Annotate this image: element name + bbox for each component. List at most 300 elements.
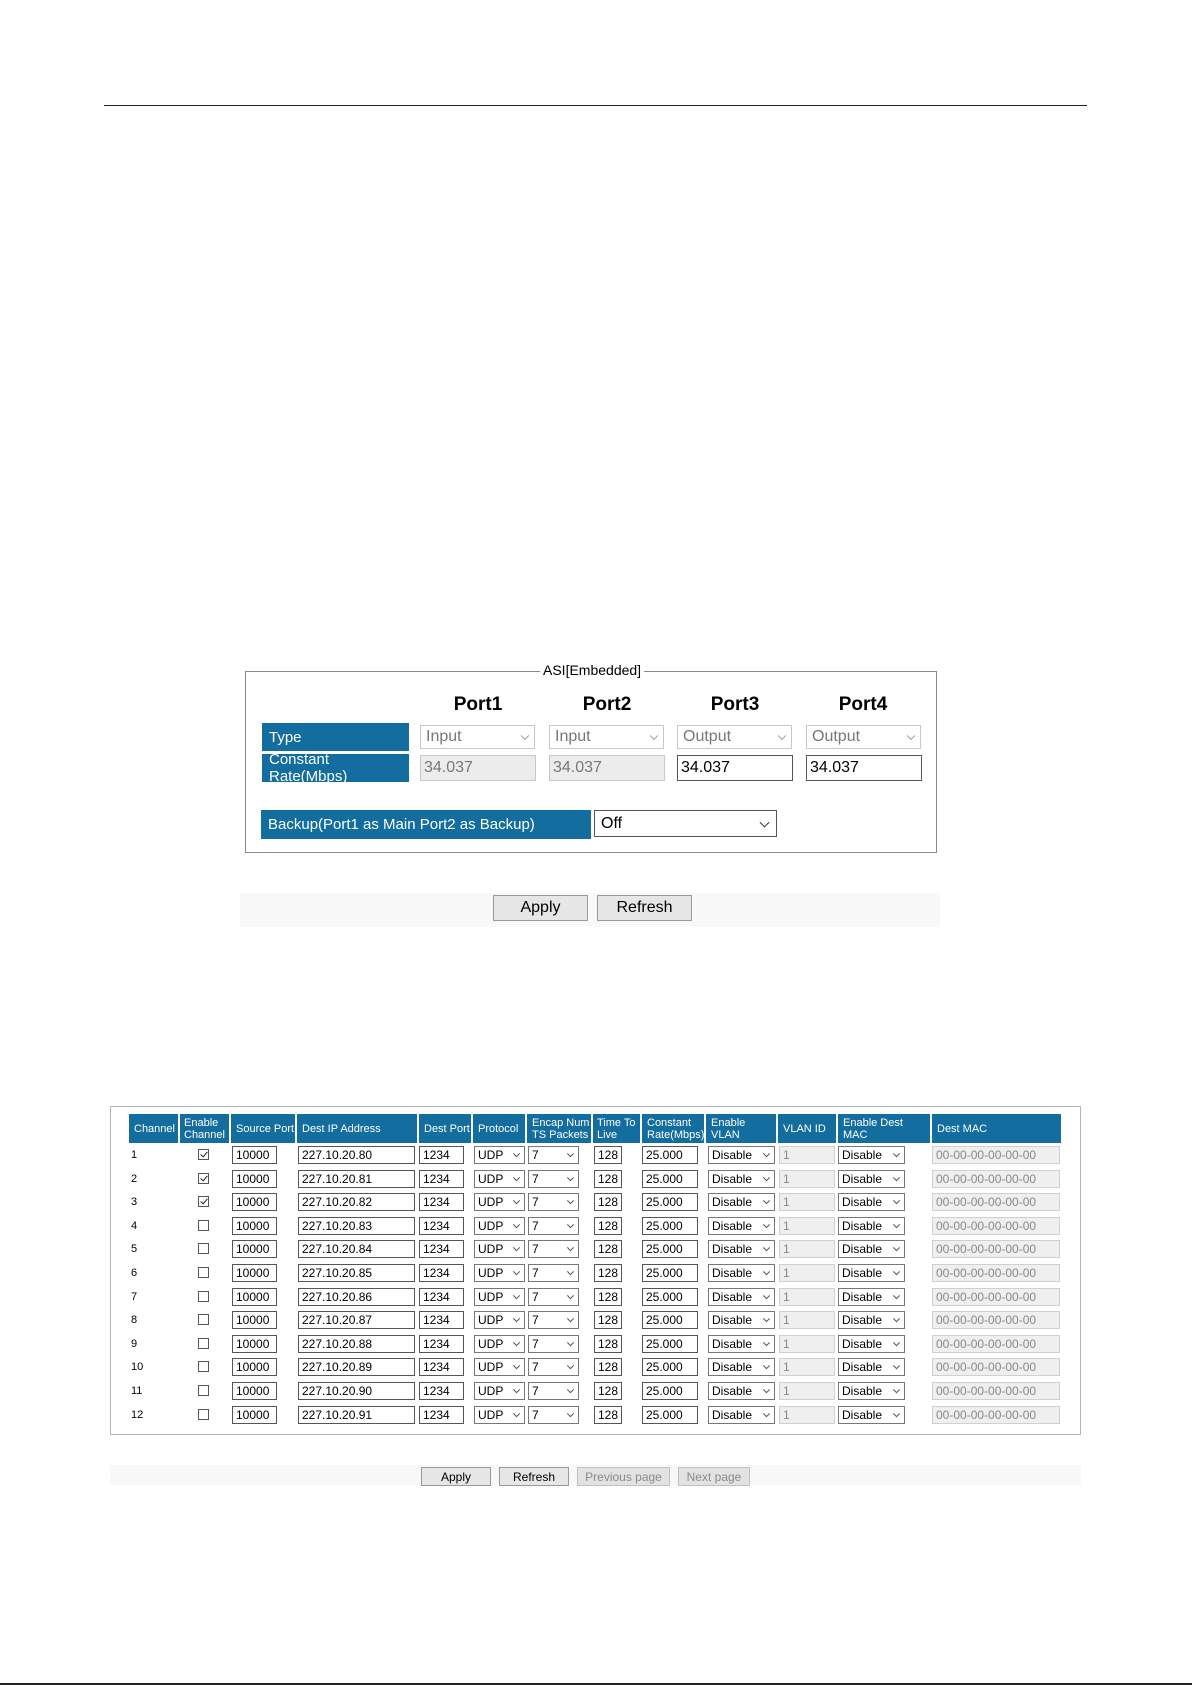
vlan-id-input: 1 [779, 1240, 835, 1258]
rate-input[interactable]: 25.000 [642, 1217, 698, 1235]
enable-vlan-select[interactable] [708, 1358, 775, 1376]
source-port-input[interactable]: 10000 [232, 1146, 277, 1164]
protocol-select-value: UDP [478, 1266, 504, 1280]
enable-dest-mac-select-value: Disable [842, 1266, 883, 1280]
protocol-select[interactable] [474, 1288, 525, 1306]
chevron-down-icon [567, 1292, 574, 1299]
port4-heading: Port4 [838, 694, 888, 715]
enable-vlan-select-value: Disable [712, 1290, 753, 1304]
source-port-input[interactable]: 10000 [232, 1382, 277, 1400]
backup-value: Off [601, 814, 623, 832]
constant-rate-label: Constant Rate(Mbps) [262, 754, 409, 782]
source-port-input[interactable]: 10000 [232, 1264, 277, 1282]
col-header-enable-dest-mac: Enable Dest MAC [838, 1114, 930, 1143]
source-port-input[interactable]: 10000 [232, 1170, 277, 1188]
port1-rate-field: 34.037 [420, 755, 536, 781]
enable-dest-mac-select-value: Disable [842, 1384, 883, 1398]
enable-channel-checkbox[interactable] [198, 1385, 209, 1396]
enable-channel-checkbox[interactable] [198, 1314, 209, 1325]
channel-number: 8 [131, 1314, 138, 1326]
source-port-input[interactable]: 10000 [232, 1358, 277, 1376]
enable-dest-mac-select-value: Disable [842, 1408, 883, 1422]
enable-dest-mac-select-value: Disable [842, 1337, 883, 1351]
enable-vlan-select[interactable] [708, 1335, 775, 1353]
dest-mac-input: 00-00-00-00-00-00 [932, 1240, 1060, 1258]
chevron-down-icon [567, 1221, 574, 1228]
enable-dest-mac-select[interactable] [838, 1240, 905, 1258]
chevron-down-icon [513, 1174, 520, 1181]
rate-input[interactable]: 25.000 [642, 1382, 698, 1400]
enable-vlan-select[interactable] [708, 1288, 775, 1306]
dest-port-input[interactable]: 1234 [419, 1406, 464, 1424]
rate-input[interactable]: 25.000 [642, 1170, 698, 1188]
channel-number: 5 [131, 1243, 138, 1255]
top-rule [104, 105, 1087, 106]
enable-dest-mac-select[interactable] [838, 1382, 905, 1400]
channel-number: 12 [131, 1409, 144, 1421]
backup-select[interactable] [594, 810, 777, 837]
channel-number: 3 [131, 1196, 138, 1208]
ttl-input[interactable]: 128 [594, 1288, 622, 1306]
asi-refresh-button[interactable]: Refresh [597, 895, 692, 921]
port4-type-select[interactable] [806, 725, 921, 749]
dest-mac-input: 00-00-00-00-00-00 [932, 1217, 1060, 1235]
dest-mac-input: 00-00-00-00-00-00 [932, 1406, 1060, 1424]
enable-vlan-select-value: Disable [712, 1148, 753, 1162]
chevron-down-icon [650, 732, 658, 740]
port1-type-value: Input [426, 728, 462, 745]
enable-channel-checkbox[interactable] [198, 1173, 209, 1184]
vlan-id-input: 1 [779, 1335, 835, 1353]
dest-mac-input: 00-00-00-00-00-00 [932, 1170, 1060, 1188]
enable-channel-checkbox[interactable] [198, 1220, 209, 1231]
asi-legend: ASI[Embedded] [540, 662, 644, 678]
protocol-select[interactable] [474, 1170, 525, 1188]
port3-type-value: Output [683, 728, 732, 745]
enable-channel-checkbox[interactable] [198, 1149, 209, 1160]
rate-input[interactable]: 25.000 [642, 1335, 698, 1353]
chevron-down-icon [513, 1410, 520, 1417]
enable-vlan-select-value: Disable [712, 1337, 753, 1351]
dest-port-input[interactable]: 1234 [419, 1146, 464, 1164]
apply-button[interactable]: Apply [421, 1467, 491, 1486]
vlan-id-input: 1 [779, 1406, 835, 1424]
port2-heading: Port2 [582, 694, 632, 715]
vlan-id-input: 1 [779, 1217, 835, 1235]
enable-dest-mac-select[interactable] [838, 1193, 905, 1211]
dest-port-input[interactable]: 1234 [419, 1358, 464, 1376]
dest-port-input[interactable]: 1234 [419, 1264, 464, 1282]
enable-vlan-select-value: Disable [712, 1313, 753, 1327]
dest-ip-input[interactable]: 227.10.20.87 [298, 1311, 415, 1329]
ttl-input[interactable]: 128 [594, 1382, 622, 1400]
chevron-down-icon [567, 1339, 574, 1346]
enable-dest-mac-select[interactable] [838, 1146, 905, 1164]
dest-port-input[interactable]: 1234 [419, 1311, 464, 1329]
encap-select-value: 7 [532, 1384, 539, 1398]
chevron-down-icon [893, 1339, 900, 1346]
previous-page-button[interactable]: Previous page [577, 1467, 670, 1486]
ttl-input[interactable]: 128 [594, 1264, 622, 1282]
protocol-select-value: UDP [478, 1148, 504, 1162]
encap-select-value: 7 [532, 1360, 539, 1374]
source-port-input[interactable]: 10000 [232, 1311, 277, 1329]
chevron-down-icon [513, 1221, 520, 1228]
enable-channel-checkbox[interactable] [198, 1267, 209, 1278]
enable-channel-checkbox[interactable] [198, 1291, 209, 1302]
chevron-down-icon [567, 1197, 574, 1204]
rate-input[interactable]: 25.000 [642, 1358, 698, 1376]
source-port-input[interactable]: 10000 [232, 1240, 277, 1258]
chevron-down-icon [513, 1315, 520, 1322]
col-header-rate: Constant Rate(Mbps) [642, 1114, 704, 1143]
enable-dest-mac-select[interactable] [838, 1406, 905, 1424]
port2-type-select[interactable] [549, 725, 664, 749]
col-header-channel: Channel [129, 1114, 178, 1143]
col-header-enable-channel: Enable Channel [180, 1114, 229, 1143]
enable-channel-checkbox[interactable] [198, 1409, 209, 1420]
enable-vlan-select[interactable] [708, 1311, 775, 1329]
col-header-source-port: Source Port [231, 1114, 295, 1143]
chevron-down-icon [567, 1362, 574, 1369]
protocol-select-value: UDP [478, 1195, 504, 1209]
col-header-dest-ip: Dest IP Address [297, 1114, 417, 1143]
col-header-enable-vlan: Enable VLAN [706, 1114, 776, 1143]
protocol-select-value: UDP [478, 1172, 504, 1186]
enable-dest-mac-select[interactable] [838, 1264, 905, 1282]
chevron-down-icon [778, 732, 786, 740]
encap-select[interactable] [528, 1382, 579, 1400]
vlan-id-input: 1 [779, 1264, 835, 1282]
enable-dest-mac-select[interactable] [838, 1170, 905, 1188]
chevron-down-icon [513, 1292, 520, 1299]
protocol-select-value: UDP [478, 1290, 504, 1304]
encap-select[interactable] [528, 1193, 579, 1211]
chevron-down-icon [513, 1339, 520, 1346]
col-header-dest-port: Dest Port [419, 1114, 471, 1143]
chevron-down-icon [763, 1268, 770, 1275]
protocol-select[interactable] [474, 1335, 525, 1353]
dest-port-input[interactable]: 1234 [419, 1288, 464, 1306]
chevron-down-icon [893, 1362, 900, 1369]
chevron-down-icon [567, 1174, 574, 1181]
port1-heading: Port1 [453, 694, 503, 715]
protocol-select-value: UDP [478, 1408, 504, 1422]
protocol-select[interactable] [474, 1193, 525, 1211]
enable-vlan-select[interactable] [708, 1382, 775, 1400]
enable-vlan-select-value: Disable [712, 1360, 753, 1374]
chevron-down-icon [763, 1339, 770, 1346]
port2-type-value: Input [555, 728, 591, 745]
rate-input[interactable]: 25.000 [642, 1311, 698, 1329]
enable-dest-mac-select-value: Disable [842, 1313, 883, 1327]
asi-apply-button[interactable]: Apply [493, 895, 588, 921]
enable-vlan-select[interactable] [708, 1264, 775, 1282]
enable-dest-mac-select-value: Disable [842, 1195, 883, 1209]
vlan-id-input: 1 [779, 1146, 835, 1164]
protocol-select[interactable] [474, 1406, 525, 1424]
vlan-id-input: 1 [779, 1358, 835, 1376]
vlan-id-input: 1 [779, 1311, 835, 1329]
enable-vlan-select[interactable] [708, 1240, 775, 1258]
dest-mac-input: 00-00-00-00-00-00 [932, 1358, 1060, 1376]
enable-vlan-select[interactable] [708, 1170, 775, 1188]
channel-number: 1 [131, 1149, 138, 1161]
channel-number: 10 [131, 1361, 144, 1373]
encap-select[interactable] [528, 1146, 579, 1164]
chevron-down-icon [763, 1221, 770, 1228]
refresh-button[interactable]: Refresh [499, 1467, 569, 1486]
enable-dest-mac-select[interactable] [838, 1335, 905, 1353]
enable-dest-mac-select[interactable] [838, 1288, 905, 1306]
chevron-down-icon [893, 1174, 900, 1181]
chevron-down-icon [521, 732, 529, 740]
protocol-select[interactable] [474, 1382, 525, 1400]
channel-number: 7 [131, 1291, 138, 1303]
channel-number: 2 [131, 1173, 138, 1185]
chevron-down-icon [763, 1292, 770, 1299]
col-header-dest-mac: Dest MAC [932, 1114, 1061, 1143]
enable-vlan-select[interactable] [708, 1217, 775, 1235]
encap-select[interactable] [528, 1406, 579, 1424]
encap-select[interactable] [528, 1288, 579, 1306]
chevron-down-icon [763, 1174, 770, 1181]
chevron-down-icon [893, 1386, 900, 1393]
encap-select[interactable] [528, 1170, 579, 1188]
dest-mac-input: 00-00-00-00-00-00 [932, 1311, 1060, 1329]
enable-dest-mac-select-value: Disable [842, 1219, 883, 1233]
dest-ip-input[interactable]: 227.10.20.91 [298, 1406, 415, 1424]
chevron-down-icon [567, 1268, 574, 1275]
chevron-down-icon [893, 1221, 900, 1228]
dest-ip-input[interactable]: 227.10.20.80 [298, 1146, 415, 1164]
encap-select[interactable] [528, 1358, 579, 1376]
chevron-down-icon [567, 1150, 574, 1157]
protocol-select-value: UDP [478, 1219, 504, 1233]
encap-select[interactable] [528, 1264, 579, 1282]
chevron-down-icon [893, 1292, 900, 1299]
backup-label: Backup(Port1 as Main Port2 as Backup) [261, 810, 591, 839]
port1-type-select[interactable] [420, 725, 535, 749]
ttl-input[interactable]: 128 [594, 1217, 622, 1235]
col-header-encap: Encap Num TS Packets [527, 1114, 591, 1143]
encap-select-value: 7 [532, 1408, 539, 1422]
dest-ip-input[interactable]: 227.10.20.86 [298, 1288, 415, 1306]
asi-button-bar [240, 893, 940, 927]
encap-select[interactable] [528, 1240, 579, 1258]
encap-select-value: 7 [532, 1172, 539, 1186]
chevron-down-icon [893, 1410, 900, 1417]
protocol-select[interactable] [474, 1146, 525, 1164]
chevron-down-icon [513, 1150, 520, 1157]
ttl-input[interactable]: 128 [594, 1170, 622, 1188]
chevron-down-icon [567, 1386, 574, 1393]
col-header-ttl: Time To Live [593, 1114, 640, 1143]
chevron-down-icon [760, 817, 770, 827]
enable-dest-mac-select-value: Disable [842, 1242, 883, 1256]
enable-vlan-select[interactable] [708, 1406, 775, 1424]
chevron-down-icon [513, 1268, 520, 1275]
dest-ip-input[interactable]: 227.10.20.90 [298, 1382, 415, 1400]
chevron-down-icon [513, 1197, 520, 1204]
vlan-id-input: 1 [779, 1382, 835, 1400]
enable-vlan-select-value: Disable [712, 1384, 753, 1398]
dest-ip-input[interactable]: 227.10.20.81 [298, 1170, 415, 1188]
chevron-down-icon [893, 1268, 900, 1275]
chevron-down-icon [513, 1386, 520, 1393]
chevron-down-icon [763, 1362, 770, 1369]
ttl-input[interactable]: 128 [594, 1406, 622, 1424]
col-header-vlan-id: VLAN ID [778, 1114, 836, 1143]
source-port-input[interactable]: 10000 [232, 1406, 277, 1424]
rate-input[interactable]: 25.000 [642, 1193, 698, 1211]
encap-select[interactable] [528, 1217, 579, 1235]
protocol-select-value: UDP [478, 1384, 504, 1398]
encap-select-value: 7 [532, 1148, 539, 1162]
chevron-down-icon [567, 1244, 574, 1251]
enable-vlan-select[interactable] [708, 1146, 775, 1164]
chevron-down-icon [513, 1362, 520, 1369]
port4-type-value: Output [812, 728, 861, 745]
dest-port-input[interactable]: 1234 [419, 1382, 464, 1400]
enable-channel-checkbox[interactable] [198, 1243, 209, 1254]
rate-input[interactable]: 25.000 [642, 1240, 698, 1258]
ttl-input[interactable]: 128 [594, 1146, 622, 1164]
chevron-down-icon [893, 1150, 900, 1157]
dest-mac-input: 00-00-00-00-00-00 [932, 1382, 1060, 1400]
vlan-id-input: 1 [779, 1170, 835, 1188]
chevron-down-icon [763, 1386, 770, 1393]
port2-rate-field: 34.037 [549, 755, 665, 781]
enable-vlan-select-value: Disable [712, 1195, 753, 1209]
dest-mac-input: 00-00-00-00-00-00 [932, 1146, 1060, 1164]
encap-select-value: 7 [532, 1313, 539, 1327]
channel-number: 11 [131, 1385, 143, 1397]
chevron-down-icon [907, 732, 915, 740]
enable-dest-mac-select[interactable] [838, 1217, 905, 1235]
protocol-select[interactable] [474, 1240, 525, 1258]
protocol-select[interactable] [474, 1311, 525, 1329]
encap-select-value: 7 [532, 1337, 539, 1351]
ttl-input[interactable]: 128 [594, 1240, 622, 1258]
rate-input[interactable]: 25.000 [642, 1406, 698, 1424]
protocol-select[interactable] [474, 1264, 525, 1282]
chevron-down-icon [513, 1244, 520, 1251]
enable-vlan-select-value: Disable [712, 1266, 753, 1280]
dest-mac-input: 00-00-00-00-00-00 [932, 1288, 1060, 1306]
chevron-down-icon [893, 1244, 900, 1251]
enable-vlan-select-value: Disable [712, 1408, 753, 1422]
encap-select-value: 7 [532, 1266, 539, 1280]
ttl-input[interactable]: 128 [594, 1358, 622, 1376]
enable-channel-checkbox[interactable] [198, 1338, 209, 1349]
enable-dest-mac-select-value: Disable [842, 1290, 883, 1304]
dest-ip-input[interactable]: 227.10.20.88 [298, 1335, 415, 1353]
chevron-down-icon [893, 1197, 900, 1204]
rate-input[interactable]: 25.000 [642, 1146, 698, 1164]
protocol-select-value: UDP [478, 1337, 504, 1351]
chevron-down-icon [763, 1244, 770, 1251]
ttl-input[interactable]: 128 [594, 1335, 622, 1353]
port3-rate-field[interactable]: 34.037 [677, 755, 793, 781]
enable-vlan-select[interactable] [708, 1193, 775, 1211]
port4-rate-field[interactable]: 34.037 [806, 755, 922, 781]
enable-channel-checkbox[interactable] [198, 1361, 209, 1372]
dest-port-input[interactable]: 1234 [419, 1170, 464, 1188]
chevron-down-icon [763, 1197, 770, 1204]
enable-dest-mac-select-value: Disable [842, 1148, 883, 1162]
rate-input[interactable]: 25.000 [642, 1264, 698, 1282]
col-header-protocol: Protocol [473, 1114, 525, 1143]
ttl-input[interactable]: 128 [594, 1193, 622, 1211]
dest-port-input[interactable]: 1234 [419, 1335, 464, 1353]
dest-ip-input[interactable]: 227.10.20.83 [298, 1217, 415, 1235]
dest-port-input[interactable]: 1234 [419, 1240, 464, 1258]
source-port-input[interactable]: 10000 [232, 1193, 277, 1211]
dest-port-input[interactable]: 1234 [419, 1193, 464, 1211]
port3-type-select[interactable] [677, 725, 792, 749]
chevron-down-icon [763, 1315, 770, 1322]
chevron-down-icon [567, 1315, 574, 1322]
type-label: Type [262, 723, 409, 751]
rate-input[interactable]: 25.000 [642, 1288, 698, 1306]
chevron-down-icon [763, 1150, 770, 1157]
dest-ip-input[interactable]: 227.10.20.84 [298, 1240, 415, 1258]
channel-number: 9 [131, 1338, 138, 1350]
channel-number: 6 [131, 1267, 138, 1279]
chevron-down-icon [893, 1315, 900, 1322]
encap-select[interactable] [528, 1311, 579, 1329]
dest-mac-input: 00-00-00-00-00-00 [932, 1193, 1060, 1211]
dest-ip-input[interactable]: 227.10.20.89 [298, 1358, 415, 1376]
dest-ip-input[interactable]: 227.10.20.85 [298, 1264, 415, 1282]
protocol-select-value: UDP [478, 1360, 504, 1374]
vlan-id-input: 1 [779, 1193, 835, 1211]
encap-select[interactable] [528, 1335, 579, 1353]
dest-port-input[interactable]: 1234 [419, 1217, 464, 1235]
source-port-input[interactable]: 10000 [232, 1288, 277, 1306]
source-port-input[interactable]: 10000 [232, 1335, 277, 1353]
chevron-down-icon [763, 1410, 770, 1417]
ttl-input[interactable]: 128 [594, 1311, 622, 1329]
channel-number: 4 [131, 1220, 138, 1232]
enable-vlan-select-value: Disable [712, 1242, 753, 1256]
encap-select-value: 7 [532, 1242, 539, 1256]
encap-select-value: 7 [532, 1219, 539, 1233]
protocol-select-value: UDP [478, 1242, 504, 1256]
protocol-select[interactable] [474, 1217, 525, 1235]
vlan-id-input: 1 [779, 1288, 835, 1306]
enable-dest-mac-select-value: Disable [842, 1360, 883, 1374]
enable-dest-mac-select[interactable] [838, 1311, 905, 1329]
enable-vlan-select-value: Disable [712, 1172, 753, 1186]
enable-dest-mac-select-value: Disable [842, 1172, 883, 1186]
protocol-select-value: UDP [478, 1313, 504, 1327]
dest-mac-input: 00-00-00-00-00-00 [932, 1335, 1060, 1353]
chevron-down-icon [567, 1410, 574, 1417]
enable-channel-checkbox[interactable] [198, 1196, 209, 1207]
dest-mac-input: 00-00-00-00-00-00 [932, 1264, 1060, 1282]
source-port-input[interactable]: 10000 [232, 1217, 277, 1235]
next-page-button[interactable]: Next page [678, 1467, 750, 1486]
enable-vlan-select-value: Disable [712, 1219, 753, 1233]
dest-ip-input[interactable]: 227.10.20.82 [298, 1193, 415, 1211]
protocol-select[interactable] [474, 1358, 525, 1376]
port3-heading: Port3 [710, 694, 760, 715]
enable-dest-mac-select[interactable] [838, 1358, 905, 1376]
encap-select-value: 7 [532, 1290, 539, 1304]
encap-select-value: 7 [532, 1195, 539, 1209]
